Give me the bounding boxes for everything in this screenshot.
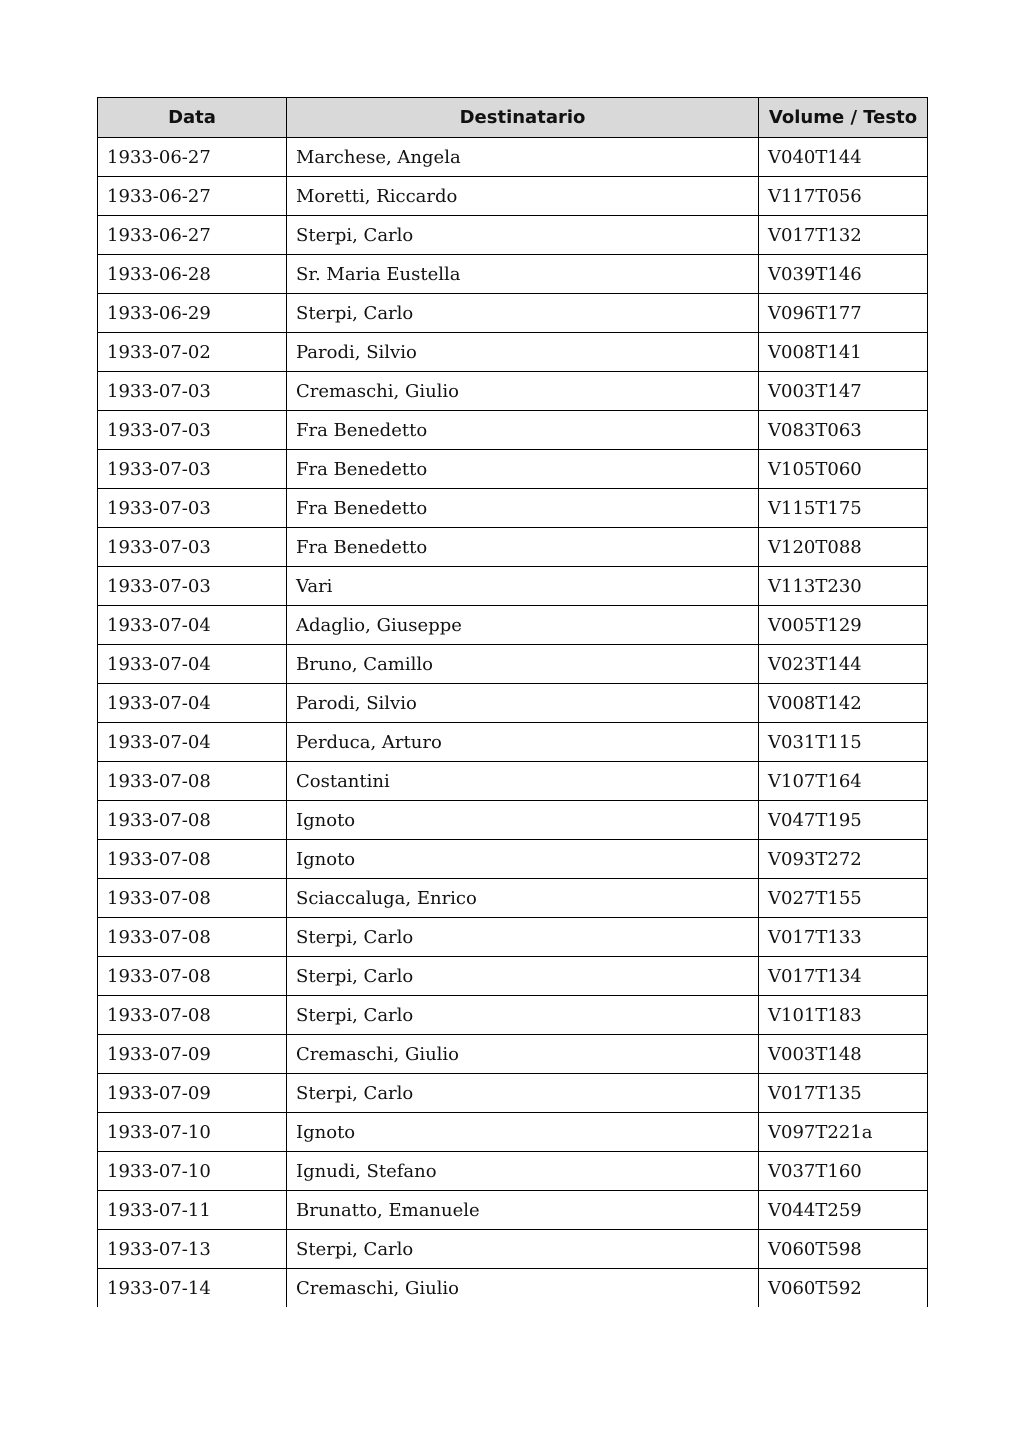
- cell-date: 1933-07-08: [98, 957, 287, 996]
- table-row: [98, 996, 928, 1035]
- cell-date: 1933-07-08: [98, 996, 287, 1035]
- cell-date: 1933-07-04: [98, 684, 287, 723]
- cell-recipient: Cremaschi, Giulio: [287, 1269, 759, 1308]
- cell-recipient: Fra Benedetto: [287, 411, 759, 450]
- cell-date: 1933-07-14: [98, 1269, 287, 1308]
- table-row: [98, 1191, 928, 1230]
- cell-volume-text: V039T146: [759, 255, 928, 294]
- cell-volume-text: V105T060: [759, 450, 928, 489]
- cell-date: 1933-07-10: [98, 1152, 287, 1191]
- table-row: [98, 372, 928, 411]
- cell-recipient: Marchese, Angela: [287, 138, 759, 177]
- table-row: [98, 567, 928, 606]
- cell-date: 1933-07-02: [98, 333, 287, 372]
- cell-date: 1933-07-13: [98, 1230, 287, 1269]
- table-row: [98, 1113, 928, 1152]
- cell-date: 1933-07-08: [98, 801, 287, 840]
- cell-volume-text: V003T147: [759, 372, 928, 411]
- table-row: [98, 723, 928, 762]
- cell-date: 1933-07-08: [98, 762, 287, 801]
- cell-recipient: Ignoto: [287, 840, 759, 879]
- table-row: [98, 528, 928, 567]
- cell-date: 1933-06-29: [98, 294, 287, 333]
- cell-date: 1933-07-09: [98, 1074, 287, 1113]
- cell-recipient: Cremaschi, Giulio: [287, 372, 759, 411]
- cell-recipient: Cremaschi, Giulio: [287, 1035, 759, 1074]
- cell-volume-text: V093T272: [759, 840, 928, 879]
- table-row: [98, 411, 928, 450]
- cell-date: 1933-07-04: [98, 723, 287, 762]
- cell-recipient: Sciaccaluga, Enrico: [287, 879, 759, 918]
- cell-date: 1933-07-03: [98, 489, 287, 528]
- cell-date: 1933-07-03: [98, 411, 287, 450]
- table-row: [98, 1152, 928, 1191]
- cell-volume-text: V113T230: [759, 567, 928, 606]
- cell-volume-text: V115T175: [759, 489, 928, 528]
- cell-volume-text: V017T134: [759, 957, 928, 996]
- table-row: [98, 801, 928, 840]
- cell-volume-text: V031T115: [759, 723, 928, 762]
- cell-recipient: Adaglio, Giuseppe: [287, 606, 759, 645]
- cell-date: 1933-06-27: [98, 216, 287, 255]
- cell-date: 1933-07-04: [98, 645, 287, 684]
- cell-volume-text: V083T063: [759, 411, 928, 450]
- column-header-recipient: Destinatario: [287, 98, 759, 138]
- cell-recipient: Costantini: [287, 762, 759, 801]
- cell-volume-text: V096T177: [759, 294, 928, 333]
- cell-date: 1933-06-27: [98, 138, 287, 177]
- cell-date: 1933-07-03: [98, 567, 287, 606]
- cell-recipient: Moretti, Riccardo: [287, 177, 759, 216]
- cell-volume-text: V017T135: [759, 1074, 928, 1113]
- cell-date: 1933-07-03: [98, 528, 287, 567]
- table-row: [98, 216, 928, 255]
- table-row: [98, 879, 928, 918]
- cell-recipient: Vari: [287, 567, 759, 606]
- cell-recipient: Parodi, Silvio: [287, 684, 759, 723]
- table-row: [98, 957, 928, 996]
- cell-volume-text: V047T195: [759, 801, 928, 840]
- cell-date: 1933-07-03: [98, 372, 287, 411]
- letters-table: [97, 97, 928, 1307]
- cell-volume-text: V117T056: [759, 177, 928, 216]
- cell-volume-text: V101T183: [759, 996, 928, 1035]
- table-row: [98, 645, 928, 684]
- table-header-row: [98, 98, 928, 138]
- table-row: [98, 138, 928, 177]
- cell-recipient: Sterpi, Carlo: [287, 918, 759, 957]
- table-row: [98, 684, 928, 723]
- cell-recipient: Sterpi, Carlo: [287, 1074, 759, 1113]
- cell-recipient: Fra Benedetto: [287, 489, 759, 528]
- table-row: [98, 918, 928, 957]
- cell-volume-text: V107T164: [759, 762, 928, 801]
- cell-volume-text: V027T155: [759, 879, 928, 918]
- column-header-date: Data: [98, 98, 287, 138]
- table-row: [98, 762, 928, 801]
- cell-recipient: Sterpi, Carlo: [287, 957, 759, 996]
- cell-volume-text: V060T592: [759, 1269, 928, 1308]
- cell-recipient: Sterpi, Carlo: [287, 216, 759, 255]
- cell-recipient: Sr. Maria Eustella: [287, 255, 759, 294]
- cell-recipient: Brunatto, Emanuele: [287, 1191, 759, 1230]
- table-row: [98, 177, 928, 216]
- cell-volume-text: V008T141: [759, 333, 928, 372]
- table-row: [98, 1035, 928, 1074]
- cell-date: 1933-07-11: [98, 1191, 287, 1230]
- table-row: [98, 333, 928, 372]
- cell-volume-text: V017T133: [759, 918, 928, 957]
- cell-recipient: Parodi, Silvio: [287, 333, 759, 372]
- cell-recipient: Fra Benedetto: [287, 450, 759, 489]
- cell-recipient: Ignudi, Stefano: [287, 1152, 759, 1191]
- cell-date: 1933-07-03: [98, 450, 287, 489]
- cell-date: 1933-07-09: [98, 1035, 287, 1074]
- cell-volume-text: V023T144: [759, 645, 928, 684]
- cell-date: 1933-07-08: [98, 918, 287, 957]
- table-row: [98, 255, 928, 294]
- table-row: [98, 840, 928, 879]
- cell-volume-text: V003T148: [759, 1035, 928, 1074]
- cell-volume-text: V005T129: [759, 606, 928, 645]
- table-row: [98, 489, 928, 528]
- cell-volume-text: V097T221a: [759, 1113, 928, 1152]
- cell-recipient: Ignoto: [287, 1113, 759, 1152]
- table-body: [98, 138, 928, 1308]
- cell-recipient: Sterpi, Carlo: [287, 294, 759, 333]
- cell-volume-text: V060T598: [759, 1230, 928, 1269]
- cell-volume-text: V040T144: [759, 138, 928, 177]
- table-row: [98, 606, 928, 645]
- cell-volume-text: V017T132: [759, 216, 928, 255]
- table-row: [98, 450, 928, 489]
- cell-date: 1933-07-08: [98, 879, 287, 918]
- cell-volume-text: V037T160: [759, 1152, 928, 1191]
- cell-date: 1933-07-04: [98, 606, 287, 645]
- cell-volume-text: V008T142: [759, 684, 928, 723]
- cell-date: 1933-06-27: [98, 177, 287, 216]
- cell-date: 1933-06-28: [98, 255, 287, 294]
- cell-volume-text: V044T259: [759, 1191, 928, 1230]
- cell-date: 1933-07-08: [98, 840, 287, 879]
- cell-recipient: Sterpi, Carlo: [287, 1230, 759, 1269]
- column-header-volume-text: Volume / Testo: [759, 98, 928, 138]
- cell-recipient: Perduca, Arturo: [287, 723, 759, 762]
- cell-recipient: Ignoto: [287, 801, 759, 840]
- cell-recipient: Bruno, Camillo: [287, 645, 759, 684]
- table-row: [98, 1269, 928, 1308]
- cell-recipient: Sterpi, Carlo: [287, 996, 759, 1035]
- table-row: [98, 294, 928, 333]
- table-row: [98, 1230, 928, 1269]
- table-row: [98, 1074, 928, 1113]
- cell-recipient: Fra Benedetto: [287, 528, 759, 567]
- cell-date: 1933-07-10: [98, 1113, 287, 1152]
- cell-volume-text: V120T088: [759, 528, 928, 567]
